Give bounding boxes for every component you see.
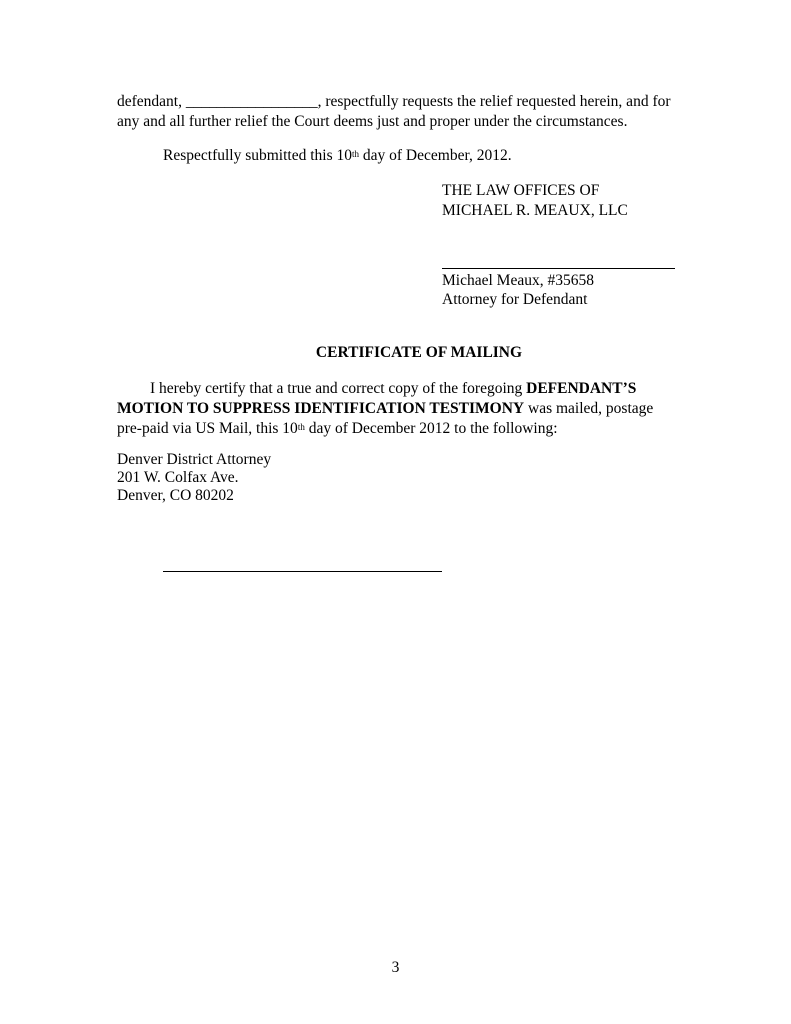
mailing-signature-line [163,571,442,572]
recipient-city: Denver, CO 80202 [117,487,234,504]
certificate-title: CERTIFICATE OF MAILING [315,344,523,361]
attorney-role: Attorney for Defendant [442,291,588,308]
submission-prefix: Respectfully submitted this 10 [163,147,352,164]
firm-name-line-2: MICHAEL R. MEAUX, LLC [442,202,628,219]
attorney-signature-line [442,268,675,269]
submission-date-line [163,146,512,166]
firm-name-line-1: THE LAW OFFICES OF [442,182,600,199]
certificate-document-title: DEFENDANT’S MOTION TO SUPPRESS IDENTIFICATION TESTIMONY [117,380,637,417]
recipient-street: 201 W. Colfax Ave. [117,469,239,486]
closing-paragraph [117,92,677,132]
certificate-text-middle: was mailed, postage pre-paid via US Mail, this 10 [117,400,654,437]
submission-suffix: day of December, 2012. [359,147,512,164]
attorney-name: Michael Meaux, #35658 [442,272,594,289]
certificate-ordinal: th [297,422,305,432]
certificate-body [117,379,660,439]
page-number: 3 [391,959,400,976]
certificate-text-before: I hereby certify that a true and correct copy of the foregoing [150,380,527,397]
closing-paragraph-line-2: any and all further relief the Court deems just and proper under the circumstances. [117,113,628,130]
closing-paragraph-line-1: defendant, _________________, respectfully requests the relief requested herein, and for [117,93,671,110]
certificate-text-after: day of December 2012 to the following: [304,420,558,437]
submission-ordinal: th [352,149,360,159]
recipient-name: Denver District Attorney [117,451,272,468]
